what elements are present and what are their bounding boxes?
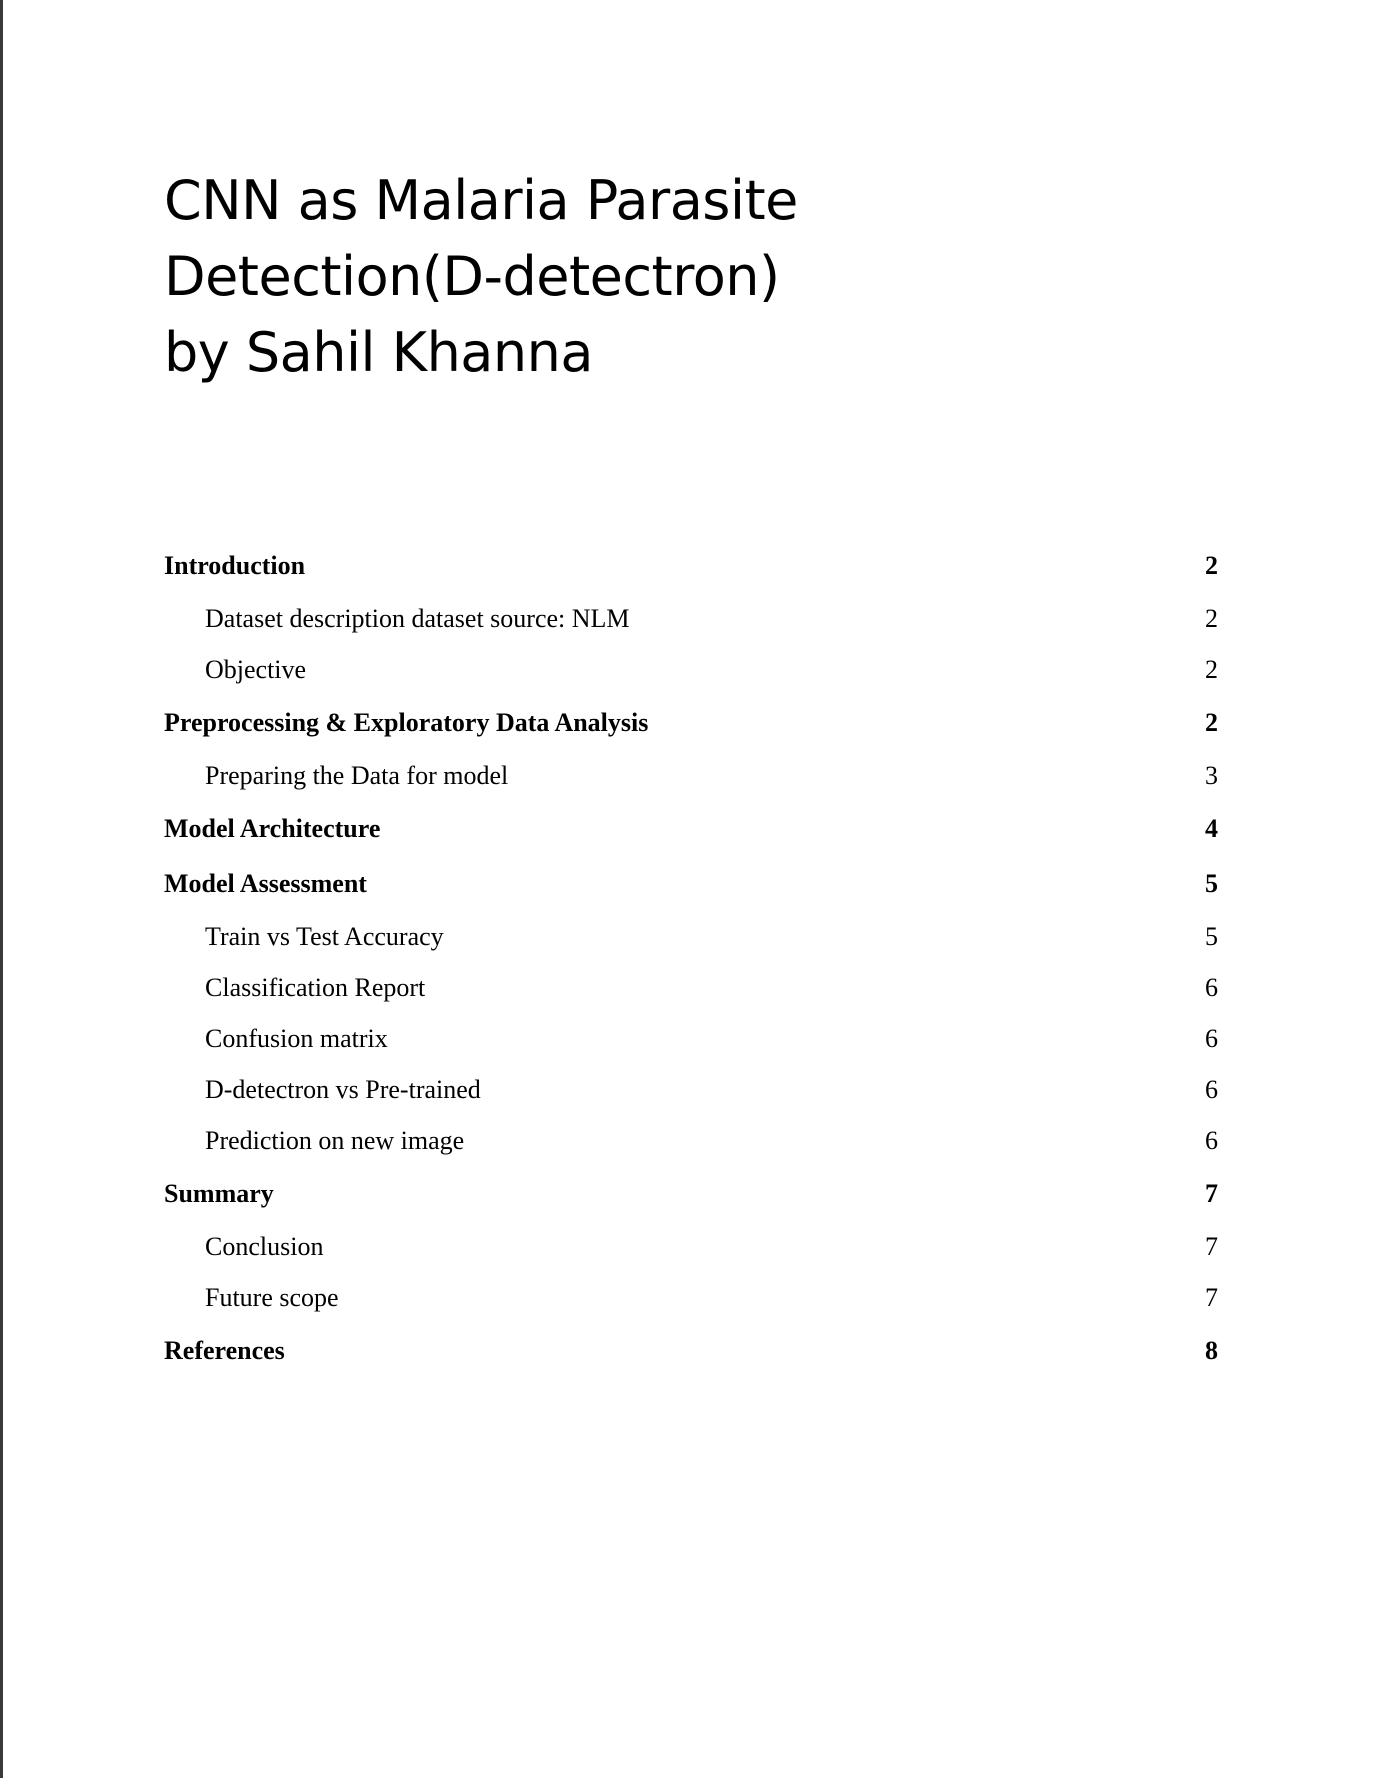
- toc-entry-future-scope[interactable]: [164, 1272, 1218, 1323]
- toc-entry-page: 6: [1205, 972, 1218, 1002]
- toc-entry-page: 2: [1205, 654, 1218, 684]
- toc-entry-page: 6: [1205, 1023, 1218, 1053]
- toc-entry-label: Model Architecture: [164, 813, 381, 843]
- table-of-contents: [164, 538, 1218, 1378]
- toc-entry-page: 7: [1205, 1231, 1218, 1261]
- toc-entry-label: Classification Report: [205, 972, 426, 1002]
- toc-entry-model-architecture[interactable]: [164, 801, 1218, 856]
- toc-entry-page: 6: [1205, 1074, 1218, 1104]
- toc-entry-page: 4: [1205, 813, 1218, 843]
- toc-entry-model-assessment[interactable]: [164, 856, 1218, 911]
- toc-entry-page: 3: [1205, 760, 1218, 790]
- toc-entry-confusion-matrix[interactable]: [164, 1013, 1218, 1064]
- toc-entry-d-detectron-vs-pretrained[interactable]: [164, 1064, 1218, 1115]
- toc-entry-page: 5: [1205, 868, 1218, 898]
- toc-entry-preparing-data[interactable]: [164, 750, 1218, 801]
- toc-entry-label: Preprocessing & Exploratory Data Analysis: [164, 707, 649, 737]
- toc-entry-dataset-description[interactable]: [164, 593, 1218, 644]
- document-title: [164, 163, 798, 391]
- toc-entry-label: Conclusion: [205, 1231, 324, 1261]
- toc-entry-page: 7: [1205, 1282, 1218, 1312]
- toc-entry-page: 8: [1205, 1335, 1218, 1365]
- toc-entry-preprocessing-eda[interactable]: [164, 695, 1218, 750]
- toc-entry-summary[interactable]: [164, 1166, 1218, 1221]
- toc-entry-train-vs-test-accuracy[interactable]: [164, 911, 1218, 962]
- toc-entry-label: Introduction: [164, 550, 306, 580]
- toc-entry-introduction[interactable]: [164, 538, 1218, 593]
- toc-entry-label: Prediction on new image: [205, 1125, 465, 1155]
- toc-entry-label: Preparing the Data for model: [205, 760, 509, 790]
- toc-entry-references[interactable]: [164, 1323, 1218, 1378]
- toc-entry-label: References: [164, 1335, 285, 1365]
- toc-entry-conclusion[interactable]: [164, 1221, 1218, 1272]
- title-line-2: Detection(D-detectron): [164, 245, 780, 308]
- toc-entry-classification-report[interactable]: [164, 962, 1218, 1013]
- toc-entry-label: Train vs Test Accuracy: [205, 921, 444, 951]
- toc-entry-page: 2: [1205, 707, 1218, 737]
- toc-entry-page: 2: [1205, 550, 1218, 580]
- toc-entry-prediction-new-image[interactable]: [164, 1115, 1218, 1166]
- toc-entry-page: 6: [1205, 1125, 1218, 1155]
- toc-entry-label: D-detectron vs Pre-trained: [205, 1074, 481, 1104]
- toc-entry-label: Dataset description dataset source: NLM: [205, 603, 630, 633]
- title-line-3: by Sahil Khanna: [164, 321, 593, 384]
- toc-entry-objective[interactable]: [164, 644, 1218, 695]
- toc-entry-page: 5: [1205, 921, 1218, 951]
- toc-entry-page: 2: [1205, 603, 1218, 633]
- toc-entry-label: Model Assessment: [164, 868, 367, 898]
- toc-entry-label: Confusion matrix: [205, 1023, 388, 1053]
- toc-entry-label: Summary: [164, 1178, 274, 1208]
- toc-entry-label: Objective: [205, 654, 307, 684]
- toc-entry-label: Future scope: [205, 1282, 339, 1312]
- title-line-1: CNN as Malaria Parasite: [164, 169, 798, 232]
- toc-entry-page: 7: [1205, 1178, 1218, 1208]
